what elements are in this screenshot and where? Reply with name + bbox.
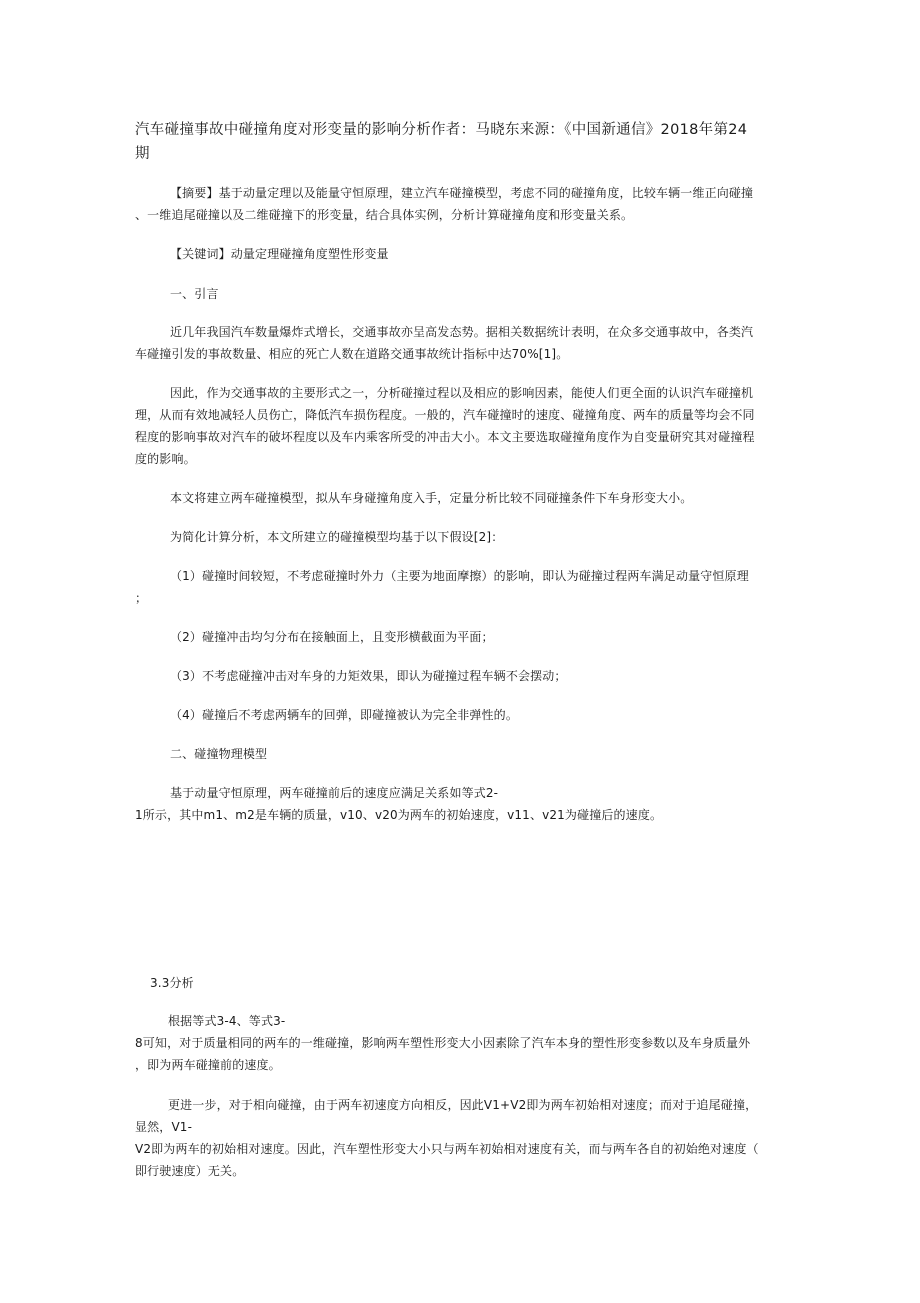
intro-paragraph-2-line-4: 度的影响。 xyxy=(135,452,196,466)
analysis-paragraph-2-line-4: 即行驶速度）无关。 xyxy=(135,1164,245,1178)
intro-paragraph-3: 本文将建立两车碰撞模型，拟从车身碰撞角度入手，定量分析比较不同碰撞条件下车身形变大小。 xyxy=(170,491,693,505)
model-paragraph-line-2: 1所示，其中m1、m2是车辆的质量，v10、v20为两车的初始速度，v11、v21为碰撞后的速度。 xyxy=(135,808,663,822)
intro-paragraph-2-line-3: 程度的影响事故对汽车的破坏程度以及车内乘客所受的冲击大小。本文主要选取碰撞角度作为自变量研究其对碰撞程 xyxy=(135,430,755,444)
doc-title-line-1: 汽车碰撞事故中碰撞角度对形变量的影响分析作者：马晓东来源：《中国新通信》2018年第24 xyxy=(135,122,748,138)
section-heading-physical-model: 二、碰撞物理模型 xyxy=(170,747,268,761)
model-paragraph-line-1: 基于动量守恒原理，两车碰撞前后的速度应满足关系如等式2- xyxy=(170,786,499,800)
abstract-line-1: 【摘要】基于动量定理以及能量守恒原理，建立汽车碰撞模型，考虑不同的碰撞角度，比较车辆一维正向碰撞 xyxy=(170,186,754,200)
analysis-paragraph-2-line-1: 更进一步，对于相向碰撞，由于两车初速度方向相反，因此V1+V2即为两车初始相对速度；而对于追尾碰撞， xyxy=(168,1098,758,1112)
intro-paragraph-2-line-2: 理，从而有效地减轻人员伤亡，降低汽车损伤程度。一般的，汽车碰撞时的速度、碰撞角度、两车的质量等均会不同 xyxy=(135,408,755,422)
assumption-1-line-2: ； xyxy=(135,591,148,605)
assumption-3: （3）不考虑碰撞冲击对车身的力矩效果，即认为碰撞过程车辆不会摆动； xyxy=(170,669,567,683)
doc-title-line-2: 期 xyxy=(135,146,150,162)
analysis-paragraph-2-line-3: V2即为两车的初始相对速度。因此，汽车塑性形变大小只与两车初始相对速度有关，而与两车各自的初始绝对速度（ xyxy=(135,1142,759,1156)
assumption-1-line-1: （1）碰撞时间较短，不考虑碰撞时外力（主要为地面摩擦）的影响，即认为碰撞过程两车满足动量守恒原理 xyxy=(170,569,749,583)
assumption-4: （4）碰撞后不考虑两辆车的回弹，即碰撞被认为完全非弹性的。 xyxy=(170,708,518,722)
assumption-2: （2）碰撞冲击均匀分布在接触面上，且变形横截面为平面； xyxy=(170,630,494,644)
intro-paragraph-4: 为简化计算分析，本文所建立的碰撞模型均基于以下假设[2]： xyxy=(170,530,504,544)
intro-paragraph-1-line-1: 近几年我国汽车数量爆炸式增长，交通事故亦呈高发态势。据相关数据统计表明，在众多交通事故中，各类汽 xyxy=(170,325,754,339)
abstract-line-2: 、一维追尾碰撞以及二维碰撞下的形变量，结合具体实例，分析计算碰撞角度和形变量关系。 xyxy=(135,208,634,222)
intro-paragraph-1-line-2: 车碰撞引发的事故数量、相应的死亡人数在道路交通事故统计指标中达70%[1]。 xyxy=(135,347,569,361)
section-heading-3-3-analysis: 3.3分析 xyxy=(150,976,194,990)
intro-paragraph-2-line-1: 因此，作为交通事故的主要形式之一，分析碰撞过程以及相应的影响因素，能使人们更全面的认识汽车碰撞机 xyxy=(170,386,754,400)
analysis-paragraph-1-line-2: 8可知，对于质量相同的两车的一维碰撞，影响两车塑性形变大小因素除了汽车本身的塑性形变参数以及车身质量外 xyxy=(135,1036,751,1050)
section-heading-introduction: 一、引言 xyxy=(170,287,219,301)
analysis-paragraph-1-line-1: 根据等式3-4、等式3- xyxy=(168,1014,286,1028)
keywords: 【关键词】动量定理碰撞角度塑性形变量 xyxy=(170,247,389,261)
analysis-paragraph-2-line-2: 显然，V1- xyxy=(135,1120,193,1134)
analysis-paragraph-1-line-3: ，即为两车碰撞前的速度。 xyxy=(135,1058,281,1072)
